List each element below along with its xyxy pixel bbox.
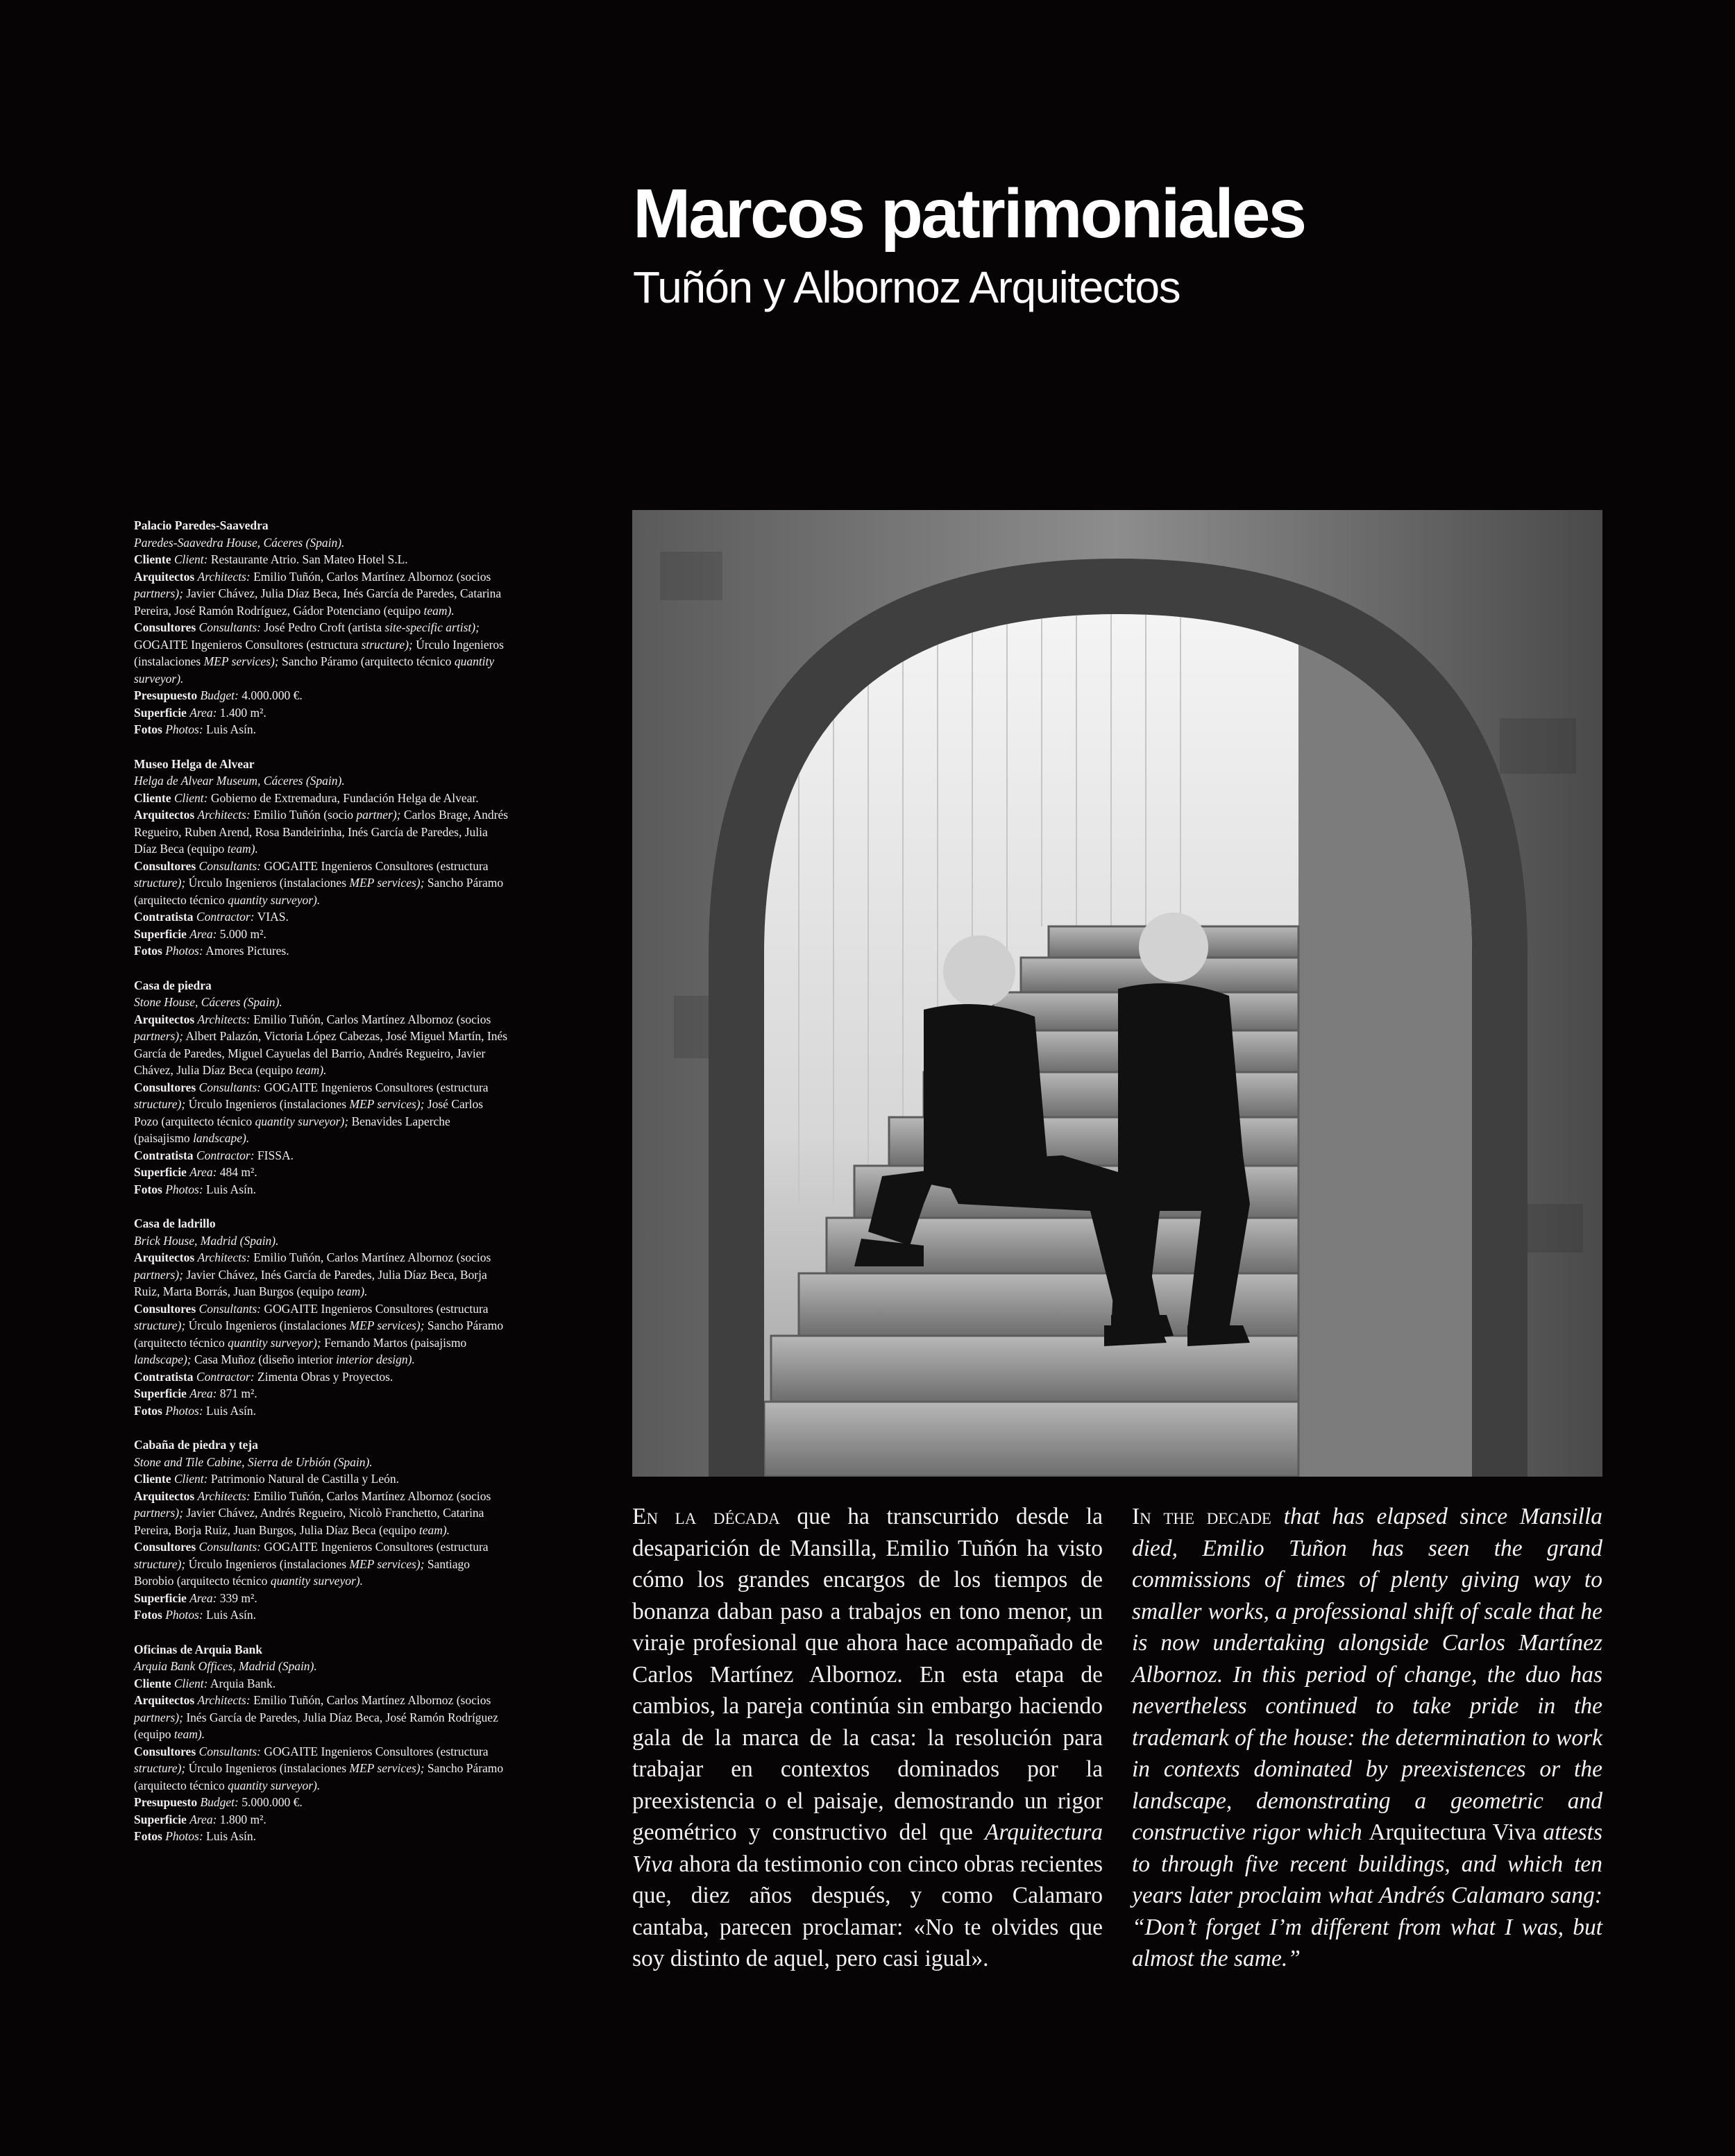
credit-value: Luis Asín. (206, 1608, 256, 1622)
credit-label-en: Contractor: (196, 910, 255, 924)
credit-label: Fotos (134, 1608, 162, 1622)
credit-value: Fernando Martos (paisajismo (321, 1335, 467, 1350)
page-subtitle: Tuñón y Albornoz Arquitectos (633, 262, 1180, 312)
credit-label: Cliente (134, 552, 171, 566)
credit-value: Zimenta Obras y Proyectos. (257, 1369, 393, 1384)
credit-row (134, 1590, 509, 1607)
credit-row (134, 687, 509, 704)
credit-label: Consultores (134, 1301, 196, 1316)
credit-value: structure); (134, 1556, 186, 1571)
credit-label-en: Architects: (197, 1693, 251, 1707)
credit-row (134, 1811, 509, 1828)
credit-value: José Carlos Pozo (arquitecto técnico (134, 1097, 484, 1128)
project-name: Cabaña de piedra y teja (134, 1438, 258, 1452)
credit-label-en: Area: (189, 1165, 217, 1179)
credit-value: quantity surveyor); (228, 1335, 321, 1350)
lead-in-es: En la década (632, 1504, 780, 1529)
credit-row (134, 1606, 509, 1624)
credit-label-en: Photos: (165, 1608, 203, 1622)
credit-value: Javier Chávez, Inés García de Paredes, Julia Díaz Beca, Borja Ruiz, Marta Borrás, Juan Burgos (equipo (134, 1267, 487, 1298)
credit-value: Úrculo Ingenieros (instalaciones (185, 1556, 350, 1571)
credit-label: Fotos (134, 1403, 162, 1418)
credit-value: Amores Pictures. (205, 944, 289, 958)
credit-row (134, 1402, 509, 1420)
credit-label: Superficie (134, 705, 187, 720)
credit-value: GOGAITE Ingenieros Consultores (estructura (264, 1301, 489, 1316)
body-text-es (632, 1501, 1103, 1975)
credit-row (134, 1181, 509, 1198)
credit-label: Superficie (134, 1165, 187, 1179)
credit-value: quantity surveyor). (228, 892, 321, 907)
credit-row (134, 1300, 509, 1368)
credit-row (134, 908, 509, 926)
magazine-name-es: Arquitectura Viva (632, 1819, 1103, 1877)
credit-row (134, 1147, 509, 1164)
credit-label-en: Contractor: (196, 1369, 255, 1384)
credit-label-en: Consultants: (198, 1080, 261, 1094)
credit-value: team). (423, 603, 455, 618)
credit-row (134, 1828, 509, 1845)
project-name-en: Brick House, Madrid (Spain). (134, 1233, 279, 1248)
project-name-en: Stone House, Cáceres (Spain). (134, 995, 282, 1009)
credit-value: VIAS. (257, 910, 289, 924)
project-name: Oficinas de Arquia Bank (134, 1642, 262, 1656)
project-name: Museo Helga de Alvear (134, 756, 255, 771)
credit-value: GOGAITE Ingenieros Consultores (estructura (264, 1540, 489, 1554)
credit-value: Benavides Laperche (paisajismo (134, 1114, 450, 1145)
credit-label-en: Architects: (197, 808, 251, 822)
credit-value: MEP services); (349, 1761, 425, 1775)
credit-label: Superficie (134, 1812, 187, 1826)
credit-value: Úrculo Ingenieros (instalaciones (134, 637, 504, 668)
credit-label: Contratista (134, 1369, 194, 1384)
credit-label: Fotos (134, 1182, 162, 1196)
project-credit (134, 1641, 509, 1845)
credit-value: team). (418, 1522, 450, 1537)
credit-value: GOGAITE Ingenieros Consultores (estructura (264, 858, 489, 873)
credit-value: Gobierno de Extremadura, Fundación Helga de Alvear. (210, 790, 479, 805)
credit-value: team). (296, 1063, 327, 1077)
credit-label: Consultores (134, 1744, 196, 1758)
credit-row (134, 1743, 509, 1794)
credit-label-en: Architects: (197, 1488, 251, 1503)
credit-value: team). (174, 1727, 205, 1741)
credit-value: MEP services); (349, 876, 425, 890)
credit-row (134, 926, 509, 943)
project-credit (134, 1215, 509, 1419)
credit-label: Arquitectos (134, 1488, 195, 1503)
credit-value: José Pedro Croft (artista (264, 620, 385, 634)
credit-value: Carlos Brage, Andrés Regueiro, Ruben Arend, Rosa Bandeirinha, Inés García de Paredes, Julia Díaz Beca (equipo (134, 808, 509, 856)
credit-row (134, 568, 509, 620)
credit-value: Úrculo Ingenieros (instalaciones (185, 1097, 350, 1111)
credit-label-en: Area: (189, 1812, 217, 1826)
credit-value: structure); (134, 1761, 186, 1775)
credit-label-en: Area: (189, 926, 217, 941)
credit-label: Arquitectos (134, 1693, 195, 1707)
credit-row (134, 619, 509, 687)
credit-value: landscape). (193, 1131, 250, 1145)
credit-value: Emilio Tuñón, Carlos Martínez Albornoz (socios (253, 569, 491, 584)
credit-label-en: Client: (174, 552, 208, 566)
credit-value: GOGAITE Ingenieros Consultores (estructura (264, 1744, 489, 1758)
credit-value: 4.000.000 €. (242, 688, 303, 702)
credit-value: structure); (134, 876, 186, 890)
credit-row (134, 790, 509, 807)
body-es-part-1: que ha transcurrido desde la desaparición de Mansilla, Emilio Tuñón ha visto cómo los grandes encargos de los tiempos de bonanza daban paso a trabajos en tono menor, un viraje profesional que ahora hace acompañado de Carlos Martínez Albornoz. En esta etapa de cambios, la pareja continúa sin embargo haciendo gala de la marca de la casa: la resolución para trabajar en contextos dominados por la preexistencia o el paisaje, demostrando un rigor geométrico y constructivo del que (632, 1504, 1103, 1845)
credit-value: Arquia Bank. (210, 1676, 276, 1690)
credit-row (134, 1368, 509, 1386)
credit-label-en: Architects: (197, 569, 251, 584)
project-credit (134, 517, 509, 738)
credit-value: Sancho Páramo (arquitecto técnico (278, 654, 455, 668)
credit-value: partners); (134, 1029, 183, 1043)
credit-value: 871 m². (219, 1386, 257, 1400)
credit-value: structure); (134, 1318, 186, 1332)
credit-label-en: Client: (174, 1676, 208, 1690)
credit-row (134, 942, 509, 960)
project-credit (134, 977, 509, 1198)
credit-value: quantity surveyor). (134, 654, 495, 686)
credit-row (134, 704, 509, 722)
credit-value: GOGAITE Ingenieros Consultores (estructura (134, 637, 362, 652)
credit-value: 339 m². (219, 1590, 257, 1605)
credit-value: MEP services); (349, 1318, 425, 1332)
credit-value: 5.000.000 €. (242, 1795, 303, 1809)
credit-row (134, 1470, 509, 1488)
credit-row (134, 1675, 509, 1692)
credit-label-en: Photos: (165, 722, 203, 736)
credit-value: Sancho Páramo (arquitecto técnico (134, 1318, 504, 1350)
body-en-part-1: that has elapsed since Mansilla died, Emilio Tuñon has seen the grand commissions of times of plenty giving way to smaller works, a professional shift of scale that he is now undertaking alongside Carlos Martínez Albornoz. In this period of change, the duo has nevertheless continued to take pride in the trademark of the house: the determination to work in contexts dominated by preexistences or the landscape, demonstrating a geometric and constructive rigor which (1132, 1504, 1602, 1845)
credit-label: Contratista (134, 1148, 194, 1162)
credit-value: quantity surveyor). (270, 1574, 363, 1588)
body-en-part-2: attests to through five recent buildings, and which ten years later proclaim what Andrés Calamaro sang: “Don’t forget I’m different from what I was, but almost the same.” (1132, 1819, 1603, 1971)
project-name: Casa de piedra (134, 978, 212, 992)
credit-row (134, 551, 509, 568)
credit-row (134, 806, 509, 858)
page-title: Marcos patrimoniales (633, 175, 1305, 253)
body-text-en (1132, 1501, 1602, 1975)
credit-value: site-specific artist); (384, 620, 480, 634)
credit-value: Sancho Páramo (arquitecto técnico (134, 1761, 504, 1792)
credit-value: Emilio Tuñón (socio (253, 808, 357, 822)
credit-value: Santiago Borobio (arquitecto técnico (134, 1556, 471, 1588)
credit-row (134, 1249, 509, 1300)
project-name-en: Arquia Bank Offices, Madrid (Spain). (134, 1659, 317, 1673)
credit-value: interior design). (336, 1352, 415, 1366)
project-credit (134, 756, 509, 960)
credit-value: Úrculo Ingenieros (instalaciones (185, 1761, 350, 1775)
credit-label-en: Budget: (200, 1795, 239, 1809)
credit-value: structure); (361, 637, 413, 652)
architects-photo (632, 510, 1602, 1477)
credit-label: Superficie (134, 926, 187, 941)
credit-value: Casa Muñoz (diseño interior (191, 1352, 337, 1366)
credit-label-en: Consultants: (198, 1744, 261, 1758)
credit-value: team). (227, 842, 258, 856)
credit-value: GOGAITE Ingenieros Consultores (estructura (264, 1080, 489, 1094)
credit-label-en: Client: (174, 790, 208, 805)
credit-label: Fotos (134, 722, 162, 736)
credit-row (134, 1488, 509, 1539)
credit-row (134, 721, 509, 738)
credit-value: quantity surveyor). (228, 1778, 321, 1792)
credit-value: Luis Asín. (206, 722, 256, 736)
credit-row (134, 1385, 509, 1402)
credit-label: Cliente (134, 790, 171, 805)
credit-label-en: Architects: (197, 1012, 251, 1026)
credit-label: Arquitectos (134, 1250, 195, 1264)
credit-value: Restaurante Atrio. San Mateo Hotel S.L. (210, 552, 408, 566)
credit-label-en: Contractor: (196, 1148, 255, 1162)
credit-value: Emilio Tuñón, Carlos Martínez Albornoz (socios (253, 1693, 491, 1707)
credit-label-en: Architects: (197, 1250, 251, 1264)
credit-value: Inés García de Paredes, Julia Díaz Beca, José Ramón Rodríguez (equipo (134, 1710, 498, 1741)
credit-label: Cliente (134, 1676, 171, 1690)
credit-value: partner); (356, 808, 401, 822)
credit-label: Presupuesto (134, 1795, 198, 1809)
credit-value: partners); (134, 1506, 183, 1520)
credit-value: Luis Asín. (206, 1829, 256, 1843)
credit-label: Superficie (134, 1590, 187, 1605)
project-credits (134, 517, 509, 1862)
credit-value: partners); (134, 1267, 183, 1282)
lead-in-en: In the decade (1132, 1504, 1271, 1529)
credit-value: Sancho Páramo (arquitecto técnico (134, 876, 504, 907)
credit-label: Arquitectos (134, 1012, 195, 1026)
credit-value: landscape); (134, 1352, 192, 1366)
credit-value: structure); (134, 1097, 186, 1111)
credit-value: 1.400 m². (219, 705, 266, 720)
credit-value: Patrimonio Natural de Castilla y León. (210, 1472, 400, 1486)
credit-row (134, 1692, 509, 1743)
credit-value: Albert Palazón, Victoria López Cabezas, José Miguel Martín, Inés García de Paredes, Miguel Cayuelas del Barrio, Andrés Regueiro, Javier Chávez, Julia Díaz Beca (equipo (134, 1029, 508, 1077)
credit-label-en: Photos: (165, 944, 203, 958)
credit-value: Javier Chávez, Julia Díaz Beca, Inés García de Paredes, Catarina Pereira, José Ramón Rodríguez, Gádor Potenciano (equipo (134, 586, 502, 618)
body-es-part-2: ahora da testimonio con cinco obras recientes que, diez años después, y como Calamaro cantaba, parecen proclamar: «No te olvides que soy distinto de aquel, pero casi igual». (632, 1851, 1103, 1971)
project-name-en: Paredes-Saavedra House, Cáceres (Spain). (134, 535, 345, 550)
credit-row (134, 1538, 509, 1590)
credit-label: Presupuesto (134, 688, 198, 702)
credit-value: FISSA. (257, 1148, 294, 1162)
project-name: Casa de ladrillo (134, 1216, 216, 1230)
credit-label: Fotos (134, 944, 162, 958)
staircase-photo-illustration (632, 510, 1602, 1477)
credit-label: Consultores (134, 1540, 196, 1554)
project-name: Palacio Paredes-Saavedra (134, 518, 269, 532)
credit-value: MEP services); (203, 654, 279, 668)
credit-value: Emilio Tuñón, Carlos Martínez Albornoz (socios (253, 1250, 491, 1264)
credit-label: Fotos (134, 1829, 162, 1843)
credit-label-en: Area: (189, 1386, 217, 1400)
credit-label-en: Consultants: (198, 858, 261, 873)
credit-value: quantity surveyor); (255, 1114, 349, 1128)
credit-label-en: Photos: (165, 1829, 203, 1843)
credit-value: partners); (134, 1710, 183, 1724)
credit-value: 1.800 m². (219, 1812, 266, 1826)
credit-label-en: Client: (174, 1472, 208, 1486)
credit-row (134, 1164, 509, 1181)
credit-label: Arquitectos (134, 569, 195, 584)
credit-value: partners); (134, 586, 183, 600)
credit-value: 484 m². (219, 1165, 257, 1179)
credit-row (134, 1079, 509, 1147)
magazine-name-en: Arquitectura Viva (1369, 1819, 1537, 1845)
credit-label: Consultores (134, 1080, 196, 1094)
credit-value: 5.000 m². (219, 926, 266, 941)
credit-label-en: Area: (189, 705, 217, 720)
credit-value: Luis Asín. (206, 1403, 256, 1418)
credit-label-en: Consultants: (198, 620, 261, 634)
credit-label-en: Photos: (165, 1403, 203, 1418)
credit-label-en: Consultants: (198, 1540, 261, 1554)
credit-row (134, 1794, 509, 1811)
credit-label: Consultores (134, 620, 196, 634)
credit-value: Emilio Tuñón, Carlos Martínez Albornoz (socios (253, 1012, 491, 1026)
credit-label-en: Area: (189, 1590, 217, 1605)
credit-value: Javier Chávez, Andrés Regueiro, Nicolò Franchetto, Catarina Pereira, Borja Ruiz, Juan Burgos, Julia Díaz Beca (equipo (134, 1506, 484, 1537)
credit-label: Consultores (134, 858, 196, 873)
project-name-en: Stone and Tile Cabine, Sierra de Urbión (Spain). (134, 1454, 373, 1469)
credit-value: Emilio Tuñón, Carlos Martínez Albornoz (socios (253, 1488, 491, 1503)
credit-label-en: Photos: (165, 1182, 203, 1196)
credit-label-en: Budget: (200, 688, 239, 702)
credit-label: Contratista (134, 910, 194, 924)
credit-label-en: Consultants: (198, 1301, 261, 1316)
credit-value: MEP services); (349, 1556, 425, 1571)
credit-row (134, 1011, 509, 1079)
credit-value: MEP services); (349, 1097, 425, 1111)
credit-row (134, 858, 509, 909)
project-name-en: Helga de Alvear Museum, Cáceres (Spain). (134, 774, 345, 788)
credit-value: Úrculo Ingenieros (instalaciones (185, 1318, 350, 1332)
credit-value: team). (337, 1284, 368, 1298)
credit-label: Cliente (134, 1472, 171, 1486)
credit-label: Superficie (134, 1386, 187, 1400)
credit-label: Arquitectos (134, 808, 195, 822)
credit-value: Luis Asín. (206, 1182, 256, 1196)
project-credit (134, 1436, 509, 1624)
credit-value: Úrculo Ingenieros (instalaciones (185, 876, 350, 890)
